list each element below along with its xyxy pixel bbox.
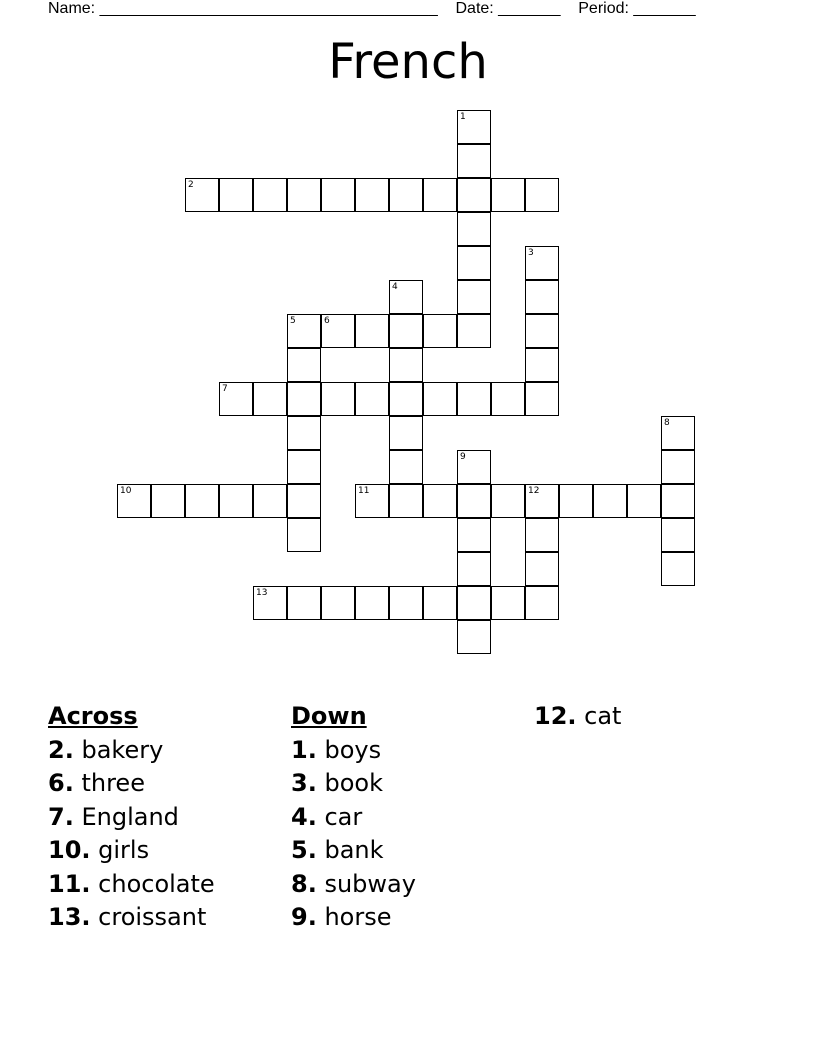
crossword-cell: [389, 450, 423, 484]
crossword-cell: [151, 484, 185, 518]
crossword-cell: [287, 348, 321, 382]
crossword-cell: [457, 144, 491, 178]
crossword-cell: [491, 382, 525, 416]
across-clue-item: [48, 834, 215, 868]
clue-text: boys: [324, 735, 382, 764]
crossword-cell: [661, 518, 695, 552]
across-clue-item: [48, 734, 215, 768]
crossword-cell: [661, 552, 695, 586]
clue-number-label: 7: [222, 384, 228, 394]
clue-number: 8.: [291, 869, 317, 898]
crossword-cell: [525, 246, 559, 280]
crossword-cell: [389, 314, 423, 348]
clue-text: croissant: [98, 903, 207, 931]
clue-number-label: 1: [460, 112, 466, 122]
clue-text: chocolate: [98, 869, 215, 898]
crossword-cell: [661, 416, 695, 450]
crossword-cell: [253, 586, 287, 620]
crossword-cell: [253, 484, 287, 518]
crossword-cell: [287, 586, 321, 620]
down-clue-item: [291, 868, 416, 902]
crossword-cell: [525, 280, 559, 314]
clue-text: girls: [98, 836, 150, 864]
crossword-cell: [287, 416, 321, 450]
crossword-cell: [661, 484, 695, 518]
page-title: French: [328, 34, 488, 90]
clue-text: horse: [324, 903, 392, 931]
clue-text: cat: [584, 702, 622, 730]
crossword-cell: [423, 586, 457, 620]
clue-number-label: 4: [392, 282, 398, 292]
crossword-cell: [321, 586, 355, 620]
down-clue-item: [291, 734, 416, 768]
clue-number-label: 11: [358, 486, 370, 496]
clue-text: bank: [324, 836, 384, 864]
clue-text: book: [324, 769, 383, 797]
crossword-cell: [457, 484, 491, 518]
crossword-cell: [389, 416, 423, 450]
crossword-cell: [287, 382, 321, 416]
crossword-cell: [389, 280, 423, 314]
crossword-cell: [525, 314, 559, 348]
down-clue-item: [291, 767, 416, 801]
crossword-cell: [423, 314, 457, 348]
clue-number-label: 12: [528, 486, 540, 496]
crossword-cell: [355, 382, 389, 416]
crossword-cell: [457, 178, 491, 212]
clue-text: car: [324, 802, 363, 831]
clue-number: 7.: [48, 802, 74, 831]
down-clue-item: [291, 901, 416, 935]
crossword-cell: [287, 450, 321, 484]
crossword-cell: [423, 178, 457, 212]
across-clue-item: [48, 801, 215, 835]
crossword-cell: [491, 178, 525, 212]
crossword-cell: [185, 484, 219, 518]
crossword-cell: [287, 178, 321, 212]
across-clue-item: [48, 868, 215, 902]
crossword-cell: [355, 484, 389, 518]
crossword-cell: [525, 348, 559, 382]
crossword-cell: [389, 586, 423, 620]
clue-text: England: [81, 802, 179, 831]
crossword-cell: [219, 178, 253, 212]
crossword-cell: [389, 484, 423, 518]
crossword-cell: [559, 484, 593, 518]
clue-number-label: 2: [188, 180, 194, 190]
across-clues: [48, 700, 215, 935]
clue-number: 6.: [48, 769, 74, 797]
clue-number-label: 6: [324, 316, 330, 326]
clue-number: 5.: [291, 836, 317, 864]
crossword-cell: [355, 178, 389, 212]
crossword-cell: [457, 314, 491, 348]
clue-number: 11.: [48, 869, 91, 898]
crossword-cell: [287, 314, 321, 348]
clue-number: 13.: [48, 903, 91, 931]
crossword-cell: [627, 484, 661, 518]
crossword-cell: [219, 382, 253, 416]
crossword-cell: [457, 280, 491, 314]
clue-text: subway: [324, 869, 416, 898]
crossword-cell: [253, 382, 287, 416]
crossword-cell: [287, 518, 321, 552]
crossword-cell: [355, 586, 389, 620]
crossword-cell: [457, 518, 491, 552]
down-clue-item: [534, 700, 621, 734]
crossword-cell: [525, 586, 559, 620]
crossword-cell: [389, 178, 423, 212]
clue-number: 1.: [291, 735, 317, 764]
crossword-cell: [457, 620, 491, 654]
crossword-cell: [389, 348, 423, 382]
crossword-cell: [457, 450, 491, 484]
down-clue-item: [291, 834, 416, 868]
clue-text: bakery: [81, 735, 164, 764]
crossword-cell: [661, 450, 695, 484]
crossword-cell: [525, 178, 559, 212]
crossword-cell: [457, 110, 491, 144]
student-info-line: Name: ______________________________________ Date: _______ Period: _______: [48, 0, 696, 17]
crossword-cell: [525, 382, 559, 416]
crossword-cell: [457, 246, 491, 280]
clue-text: three: [81, 769, 145, 797]
clue-number-label: 9: [460, 452, 466, 462]
clue-number: 2.: [48, 735, 74, 764]
crossword-cell: [321, 178, 355, 212]
crossword-cell: [457, 212, 491, 246]
crossword-cell: [355, 314, 389, 348]
crossword-cell: [219, 484, 253, 518]
crossword-cell: [525, 552, 559, 586]
crossword-cell: [423, 484, 457, 518]
across-clue-item: [48, 901, 215, 935]
crossword-cell: [321, 314, 355, 348]
crossword-cell: [185, 178, 219, 212]
down-clues: [291, 700, 416, 935]
crossword-cell: [457, 586, 491, 620]
crossword-cell: [491, 586, 525, 620]
crossword-cell: [253, 178, 287, 212]
across-clue-item: [48, 767, 215, 801]
clue-number-label: 10: [120, 486, 132, 496]
clue-number: 3.: [291, 769, 317, 797]
crossword-cell: [321, 382, 355, 416]
across-heading: Across: [48, 702, 138, 730]
clue-number: 9.: [291, 903, 317, 931]
down-heading: Down: [291, 702, 367, 730]
crossword-cell: [423, 382, 457, 416]
crossword-cell: [457, 552, 491, 586]
crossword-cell: [593, 484, 627, 518]
crossword-cell: [457, 382, 491, 416]
crossword-cell: [491, 484, 525, 518]
clue-number-label: 5: [290, 316, 296, 326]
clue-number-label: 13: [256, 588, 268, 598]
crossword-cell: [287, 484, 321, 518]
down-clue-item: [291, 801, 416, 835]
crossword-cell: [117, 484, 151, 518]
crossword-cell: [525, 484, 559, 518]
crossword-cell: [389, 382, 423, 416]
clue-number: 12.: [534, 702, 577, 730]
down-clues-continued: [534, 700, 621, 734]
clue-number: 10.: [48, 836, 91, 864]
crossword-cell: [525, 518, 559, 552]
clue-number: 4.: [291, 802, 317, 831]
clue-number-label: 8: [664, 418, 670, 428]
clue-number-label: 3: [528, 248, 534, 258]
